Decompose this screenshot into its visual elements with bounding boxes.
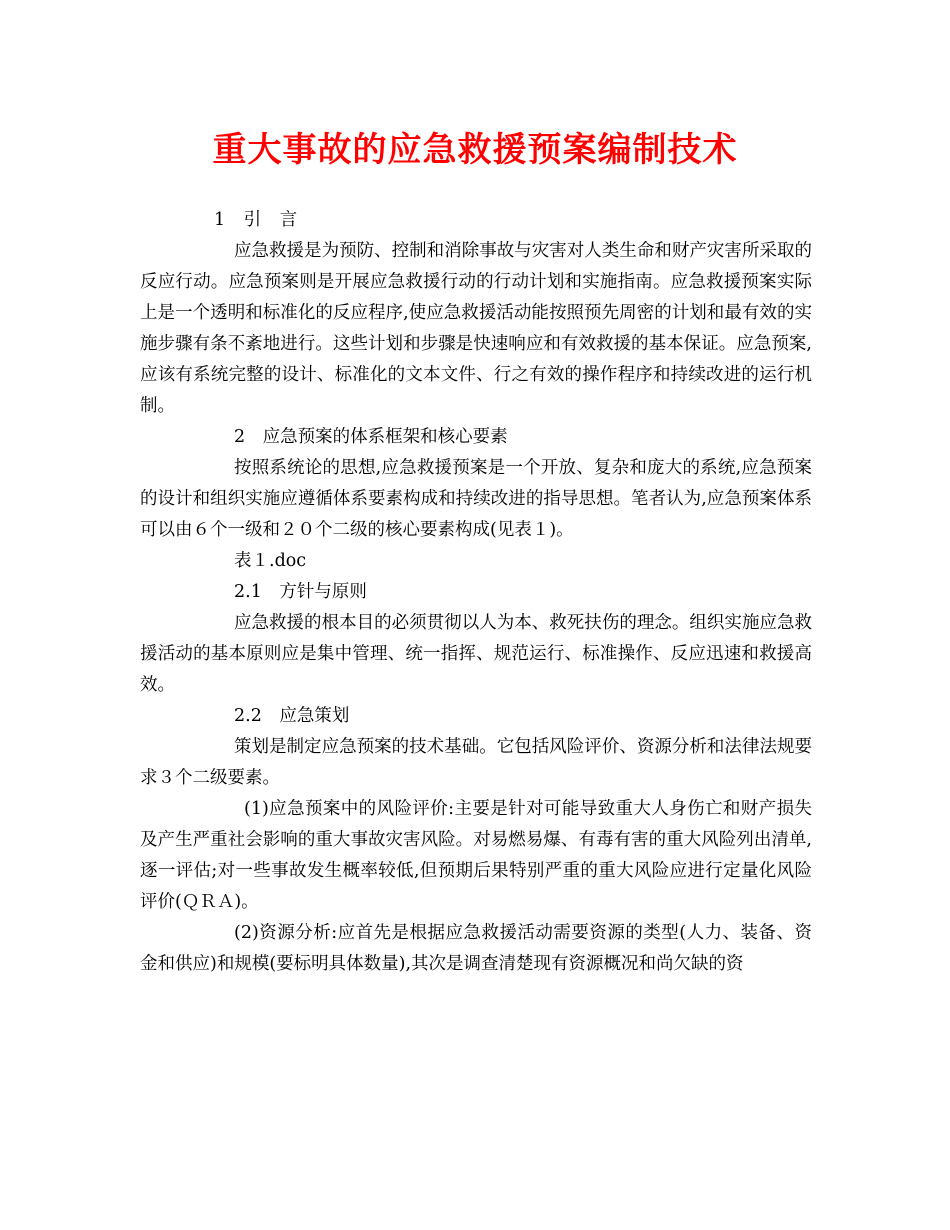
table-reference: 表１.doc <box>234 551 307 571</box>
paragraph-introduction: 应急救援是为预防、控制和消除事故与灾害对人类生命和财产灾害所采取的反应行动。应急预案则是开展应急救援行动的行动计划和实施指南。应急救援预案实际上是一个透明和标准化的反应程序,使应急救援活动能按照预先周密的计划和最有效的实施步骤有条不紊地进行。这些计划和步骤是快速响应和有效救援的基本保证。应急预案,应该有系统完整的设计、标准化的文本文件、行之有效的操作程序和持续改进的运行机制。 <box>140 241 812 416</box>
section-heading-framework: 2 应急预案的体系框架和核心要素 <box>234 427 508 447</box>
paragraph-risk-assessment: (1)应急预案中的风险评价:主要是针对可能导致重大人身伤亡和财产损失及产生严重社会影响的重大事故灾害风险。对易燃易爆、有毒有害的重大风险列出清单,逐一评估;对一些事故发生概率较低,但预期后果特别严重的重大风险应进行定量化风险评价(ＱＲＡ)。 <box>140 799 812 912</box>
subsection-heading-planning: 2.2 应急策划 <box>234 706 350 726</box>
paragraph-planning: 策划是制定应急预案的技术基础。它包括风险评价、资源分析和法律法规要求３个二级要素。 <box>140 737 812 788</box>
document-title: 重大事故的应急救援预案编制技术 <box>212 130 738 170</box>
paragraph-policy: 应急救援的根本目的必须贯彻以人为本、救死扶伤的理念。组织实施应急救援活动的基本原则应是集中管理、统一指挥、规范运行、标准操作、反应迅速和救援高效。 <box>140 613 812 695</box>
section-heading-introduction: 1 引 言 <box>214 210 298 230</box>
document-body <box>140 205 812 980</box>
subsection-heading-policy: 2.1 方针与原则 <box>234 582 367 602</box>
paragraph-framework: 按照系统论的思想,应急救援预案是一个开放、复杂和庞大的系统,应急预案的设计和组织实施应遵循体系要素构成和持续改进的指导思想。笔者认为,应急预案体系可以由６个一级和２０个二级的核心要素构成(见表１)。 <box>140 458 812 540</box>
paragraph-resource-analysis: (2)资源分析:应首先是根据应急救援活动需要资源的类型(人力、装备、资金和供应)和规模(要标明具体数量),其次是调查清楚现有资源概况和尚欠缺的资 <box>140 923 812 974</box>
